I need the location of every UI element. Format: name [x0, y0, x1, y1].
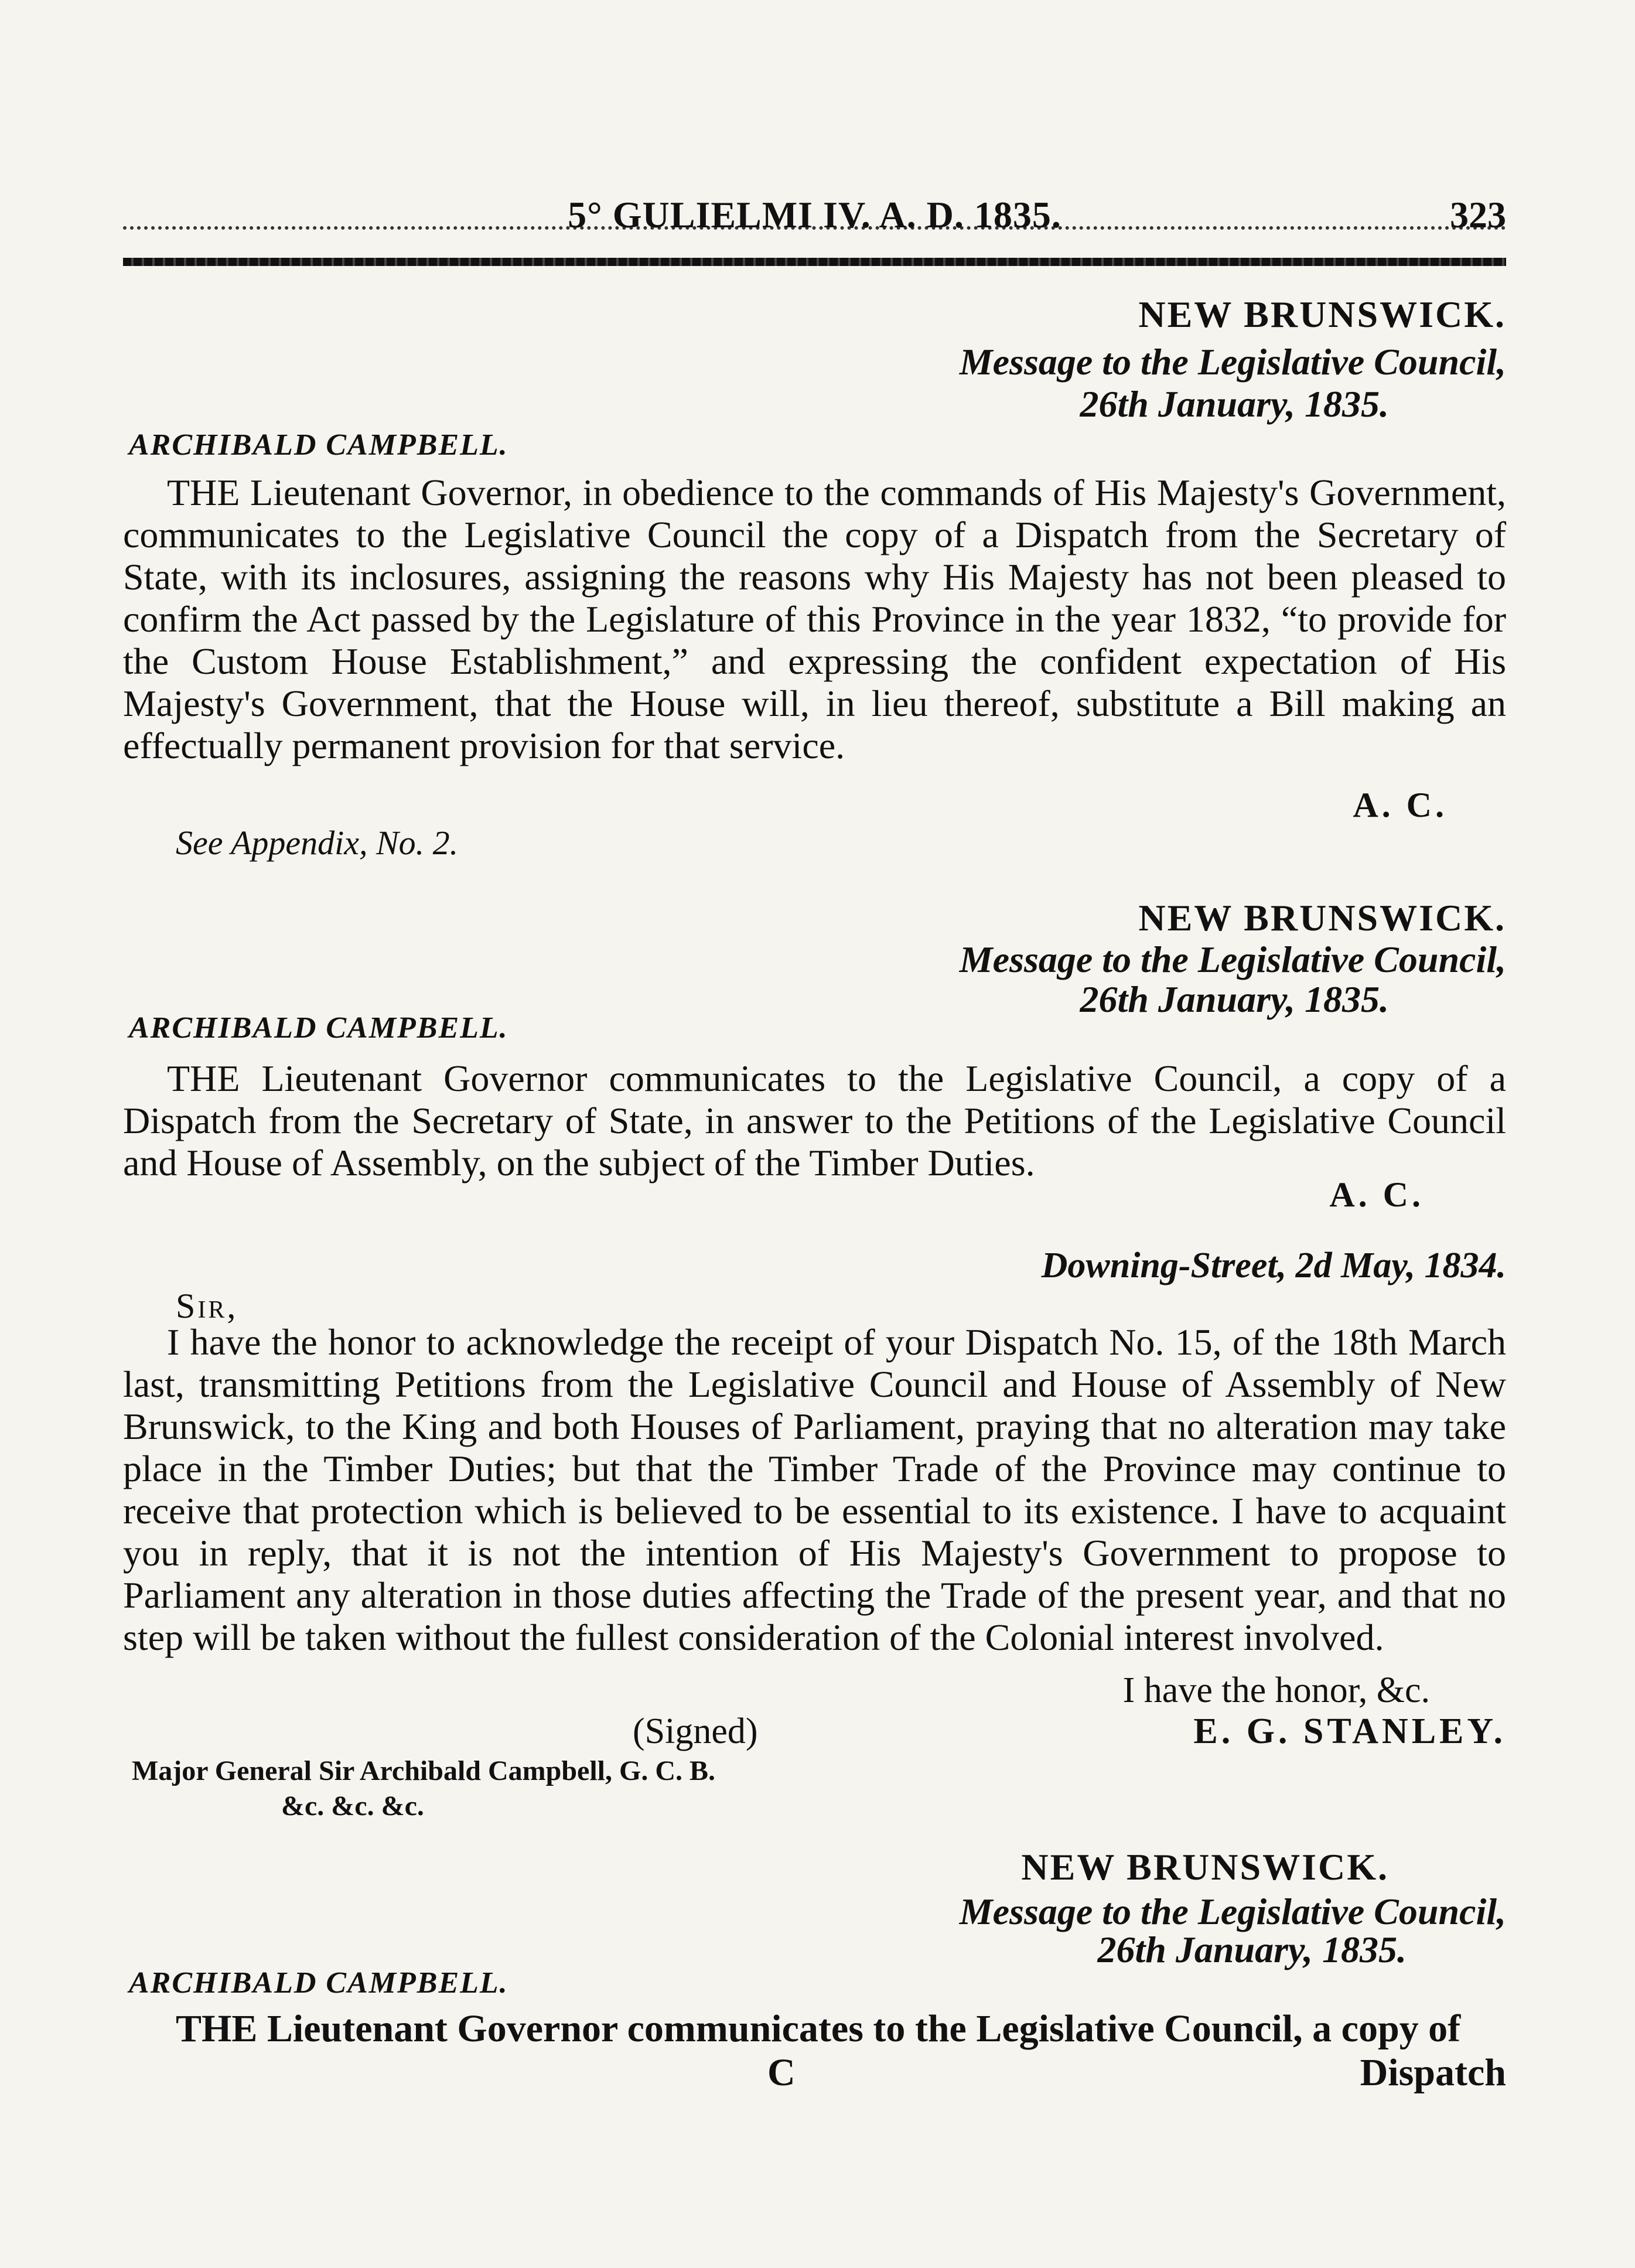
- message-2-heading: NEW BRUNSWICK.: [1138, 897, 1506, 939]
- message-1-date: 26th January, 1835.: [1080, 383, 1389, 425]
- signature-mark: C: [767, 2051, 796, 2094]
- message-2-signature: ARCHIBALD CAMPBELL.: [129, 1011, 508, 1045]
- message-1-heading: NEW BRUNSWICK.: [1138, 294, 1506, 335]
- message-2-date: 26th January, 1835.: [1080, 978, 1389, 1020]
- running-title: 5° GULIELMI IV. A. D. 1835.: [568, 194, 1061, 236]
- message-1-initials: A. C.: [1353, 786, 1448, 824]
- message-3-body-start: THE Lieutenant Governor communicates to the Legislative Council, a copy of: [176, 2007, 1461, 2050]
- message-2-subheading: Message to the Legislative Council,: [959, 939, 1506, 980]
- dispatch-etc: &c. &c. &c.: [281, 1790, 424, 1822]
- dispatch-salutation: Sir,: [176, 1287, 238, 1325]
- message-3-heading: NEW BRUNSWICK.: [1021, 1846, 1389, 1888]
- appendix-note: See Appendix, No. 2.: [176, 824, 459, 862]
- message-3-signature: ARCHIBALD CAMPBELL.: [129, 1966, 508, 2000]
- dispatch-place-date: Downing-Street, 2d May, 1834.: [1041, 1246, 1506, 1285]
- message-2-initials: A. C.: [1329, 1175, 1424, 1214]
- page-number: 323: [1450, 194, 1506, 236]
- message-2-body: THE Lieutenant Governor communicates to the Legislative Council, a copy of a Dispatch from the Secretary of State, in answer to the Petitions of the Legislative Council and House of Assembly, on the subject of the Timber Duties.: [123, 1058, 1506, 1184]
- message-1-signature: ARCHIBALD CAMPBELL.: [129, 428, 508, 462]
- header-rule: [123, 258, 1506, 266]
- catchword: Dispatch: [1360, 2051, 1506, 2094]
- message-1-subheading: Message to the Legislative Council,: [959, 341, 1506, 383]
- dispatch-addressee: Major General Sir Archibald Campbell, G. C. B.: [132, 1755, 716, 1786]
- dispatch-closing: I have the honor, &c.: [1122, 1670, 1430, 1710]
- running-header: [123, 193, 1506, 240]
- dispatch-signer: E. G. STANLEY.: [1193, 1711, 1506, 1751]
- dispatch-signed-label: (Signed): [633, 1711, 758, 1751]
- message-1-body: THE Lieutenant Governor, in obedience to the commands of His Majesty's Government, communicates to the Legislative Council the copy of a Dispatch from the Secretary of State, with its inclosures, assigning the reasons why His Majesty has not been pleased to confirm the Act passed by the Legislature of this Province in the year 1832, “to provide for the Custom House Establishment,” and expressing the confident expectation of His Majesty's Government, that the House will, in lieu thereof, substitute a Bill making an effectually permanent provision for that service.: [123, 472, 1506, 766]
- message-3-date: 26th January, 1835.: [1097, 1929, 1407, 1970]
- dispatch-body: I have the honor to acknowledge the receipt of your Dispatch No. 15, of the 18th March last, transmitting Petitions from the Legislative Council and House of Assembly of New Brunswick, to the King and both Houses of Parliament, praying that no alteration may take place in the Timber Duties; but that the Timber Trade of the Province may continue to receive that protection which is believed to be essential to its existence. I have to acquaint you in reply, that it is not the intention of His Majesty's Government to propose to Parliament any alteration in those duties affecting the Trade of the present year, and that no step will be taken without the fullest consideration of the Colonial interest involved.: [123, 1321, 1506, 1658]
- message-3-subheading: Message to the Legislative Council,: [959, 1891, 1506, 1932]
